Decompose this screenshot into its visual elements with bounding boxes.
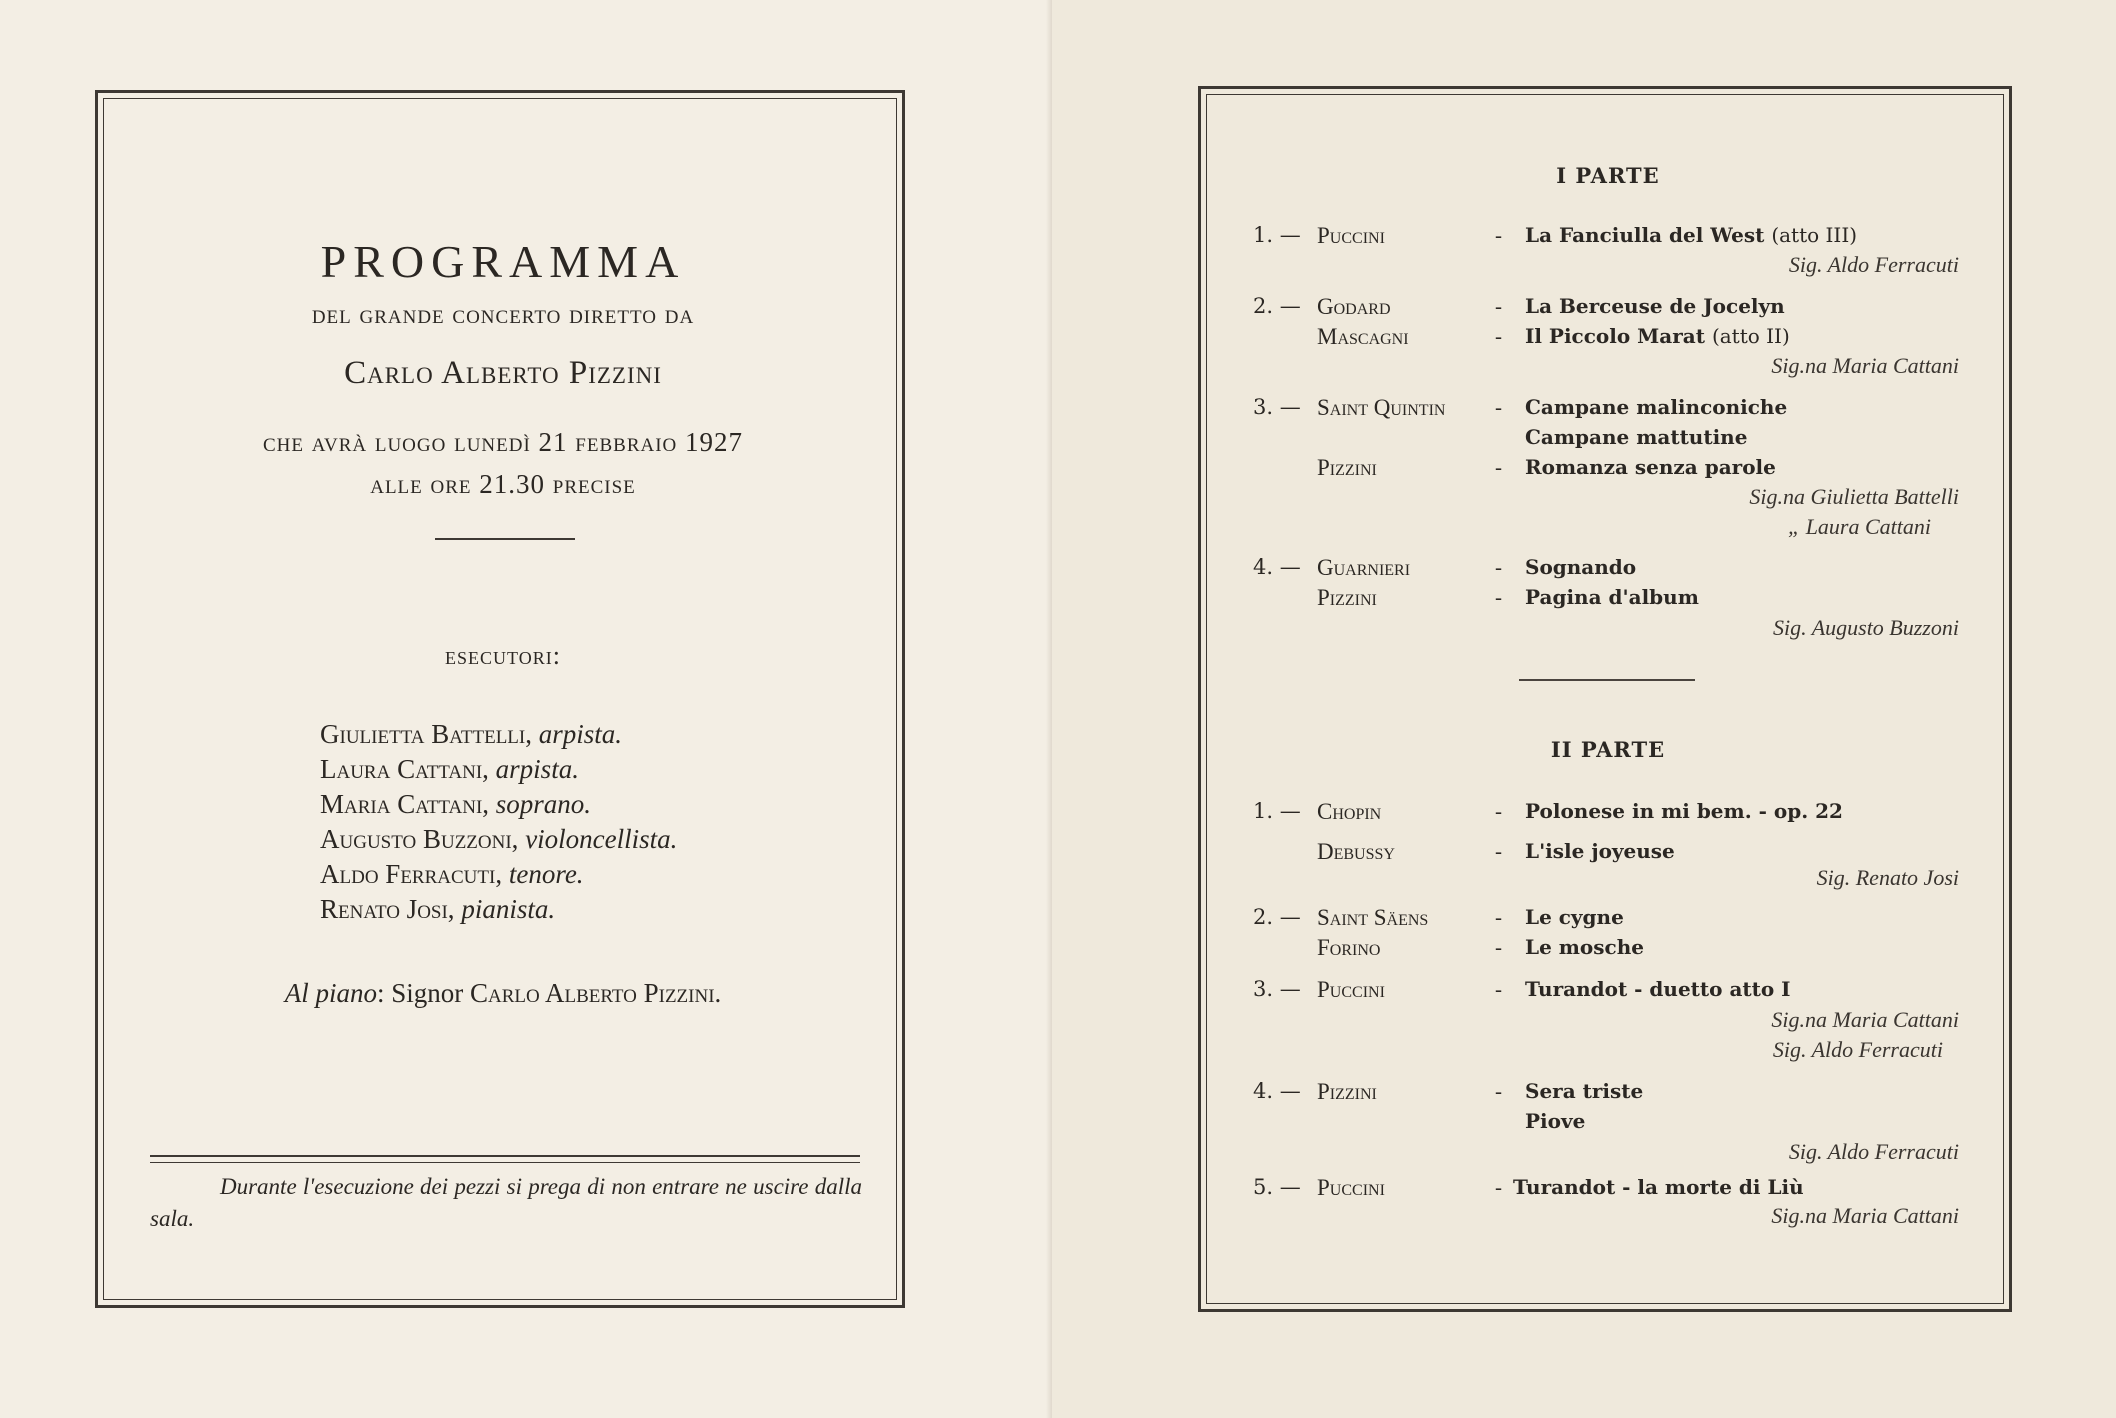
entry-notice: Durante l'esecuzione dei pezzi si prega di non entrare ne uscire dalla sala. — [150, 1174, 862, 1231]
programme-title: PROGRAMMA — [320, 236, 686, 287]
separator: - — [1495, 324, 1502, 348]
composer: Debussy — [1317, 839, 1395, 864]
programme-row — [1201, 425, 2015, 455]
composer: Saint Säens — [1317, 905, 1429, 930]
piece-title: Pagina d'album — [1525, 585, 1699, 609]
separator: - — [1495, 455, 1502, 479]
composer: Puccini — [1317, 223, 1385, 248]
pianist-line — [98, 978, 908, 1009]
piece-title: Campane mattutine — [1525, 425, 1748, 449]
programme-row — [1201, 324, 2015, 354]
performer-credit: Sig.na Maria Cattani — [1771, 353, 1959, 378]
performer-name: Giulietta Battelli, arpista. — [320, 719, 623, 749]
performer-credit: Sig. Augusto Buzzoni — [1772, 615, 1959, 640]
piece-note: (atto II) — [1711, 324, 1790, 348]
programme-row — [1201, 455, 2015, 485]
performer-credit: Sig.na Maria Cattani — [1771, 1007, 1959, 1032]
piece-title: L'isle joyeuse — [1525, 839, 1675, 863]
performer-name: Laura Cattani, arpista. — [320, 754, 579, 784]
concert-time: alle ore 21.30 precise — [370, 469, 636, 499]
item-number: 2. — — [1253, 294, 1301, 318]
programme-row — [1201, 223, 2015, 253]
performer-role: arpista. — [495, 754, 579, 784]
separator: - — [1495, 1175, 1502, 1199]
piece-title: Campane malinconiche — [1525, 395, 1788, 419]
piece-title: Romanza senza parole — [1525, 455, 1776, 479]
programme-row — [1201, 839, 2015, 869]
performer-credit: „ Laura Cattani — [1787, 514, 1931, 539]
composer: Pizzini — [1317, 455, 1377, 480]
programme-row — [1201, 799, 2015, 829]
item-number: 4. — — [1253, 555, 1301, 579]
item-number: 1. — — [1253, 223, 1301, 247]
programme-row — [1201, 555, 2015, 585]
programme-row — [1201, 935, 2015, 965]
separator: - — [1495, 1079, 1502, 1103]
programme-row — [1201, 1079, 2015, 1109]
composer: Godard — [1317, 294, 1391, 319]
piece-title: Piove — [1525, 1109, 1586, 1133]
part1-heading: I PARTE — [1556, 163, 1660, 188]
left-border-frame — [95, 90, 905, 1308]
separator: - — [1495, 977, 1502, 1001]
performer-credit: Sig. Aldo Ferracuti — [1788, 1139, 1959, 1164]
separator: - — [1495, 585, 1502, 609]
composer: Mascagni — [1317, 324, 1409, 349]
piece-title: La Berceuse de Jocelyn — [1525, 294, 1785, 318]
programme-row — [1201, 977, 2015, 1007]
composer: Saint Quintin — [1317, 395, 1446, 420]
separator: - — [1495, 555, 1502, 579]
piece-title: Turandot - la morte di Liù — [1513, 1175, 1804, 1199]
performer-role: tenore. — [508, 859, 584, 889]
piece-title: Le cygne — [1525, 905, 1624, 929]
performer-credit: Sig.na Maria Cattani — [1771, 1203, 1959, 1228]
pianist-label: Al piano — [284, 978, 377, 1008]
pianist-name: Carlo Alberto Pizzini. — [469, 978, 722, 1008]
piece-note: (atto III) — [1771, 223, 1858, 247]
pianist-prefix: : Signor — [376, 978, 464, 1008]
piece-title: Sognando — [1525, 555, 1637, 579]
item-number: 2. — — [1253, 905, 1301, 929]
separator: - — [1495, 395, 1502, 419]
concert-subtitle: del grande concerto diretto da — [311, 299, 695, 329]
part2-heading: II PARTE — [1550, 737, 1666, 762]
performer-role: violoncellista. — [525, 824, 678, 854]
performer-credit: Sig. Aldo Ferracuti — [1788, 252, 1959, 277]
executors-heading: esecutori: — [445, 641, 561, 670]
piece-title: Turandot - duetto atto I — [1525, 977, 1791, 1001]
programme-row — [1201, 905, 2015, 935]
concert-date: che avrà luogo lunedì 21 febbraio 1927 — [262, 427, 744, 457]
item-number: 5. — — [1253, 1175, 1301, 1199]
divider-rule — [435, 538, 575, 540]
programme-row — [1201, 294, 2015, 324]
separator: - — [1495, 799, 1502, 823]
double-rule — [150, 1155, 860, 1163]
performer-name: Maria Cattani, soprano. — [320, 789, 592, 819]
programme-row — [1201, 1109, 2015, 1139]
programme-row — [1201, 585, 2015, 615]
piece-title: Il Piccolo Marat (atto II) — [1525, 324, 1790, 348]
piece-title: Sera triste — [1525, 1079, 1644, 1103]
performer-credit: Sig. Aldo Ferracuti — [1772, 1037, 1943, 1062]
conductor-name: Carlo Alberto Pizzini — [344, 355, 662, 391]
performer-role: arpista. — [538, 719, 623, 749]
separator: - — [1495, 294, 1502, 318]
piece-title: Polonese in mi bem. - op. 22 — [1525, 799, 1843, 823]
performer-name: Aldo Ferracuti, tenore. — [320, 859, 584, 889]
performer-role: soprano. — [495, 789, 592, 819]
composer: Chopin — [1317, 799, 1382, 824]
composer: Pizzini — [1317, 585, 1377, 610]
performer-name: Augusto Buzzoni, violoncellista. — [320, 824, 678, 854]
separator: - — [1495, 839, 1502, 863]
piece-title: La Fanciulla del West (atto III) — [1525, 223, 1858, 247]
item-number: 3. — — [1253, 977, 1301, 1001]
composer: Forino — [1317, 935, 1381, 960]
composer: Puccini — [1317, 1175, 1385, 1200]
programme-row — [1201, 395, 2015, 425]
part-divider — [1519, 679, 1695, 681]
item-number: 1. — — [1253, 799, 1301, 823]
right-border-frame — [1198, 86, 2012, 1312]
composer: Pizzini — [1317, 1079, 1377, 1104]
programme-row — [1201, 1175, 2015, 1205]
item-number: 4. — — [1253, 1079, 1301, 1103]
performer-role: pianista. — [461, 894, 556, 924]
composer: Guarnieri — [1317, 555, 1411, 580]
separator: - — [1495, 223, 1502, 247]
left-page — [0, 0, 1052, 1418]
performer-credit: Sig. Renato Josi — [1816, 865, 1959, 890]
separator: - — [1495, 905, 1502, 929]
performer-name: Renato Josi, pianista. — [320, 894, 556, 924]
separator: - — [1495, 935, 1502, 959]
composer: Puccini — [1317, 977, 1385, 1002]
item-number: 3. — — [1253, 395, 1301, 419]
performer-credit: Sig.na Giulietta Battelli — [1749, 484, 1959, 509]
piece-title: Le mosche — [1525, 935, 1644, 959]
